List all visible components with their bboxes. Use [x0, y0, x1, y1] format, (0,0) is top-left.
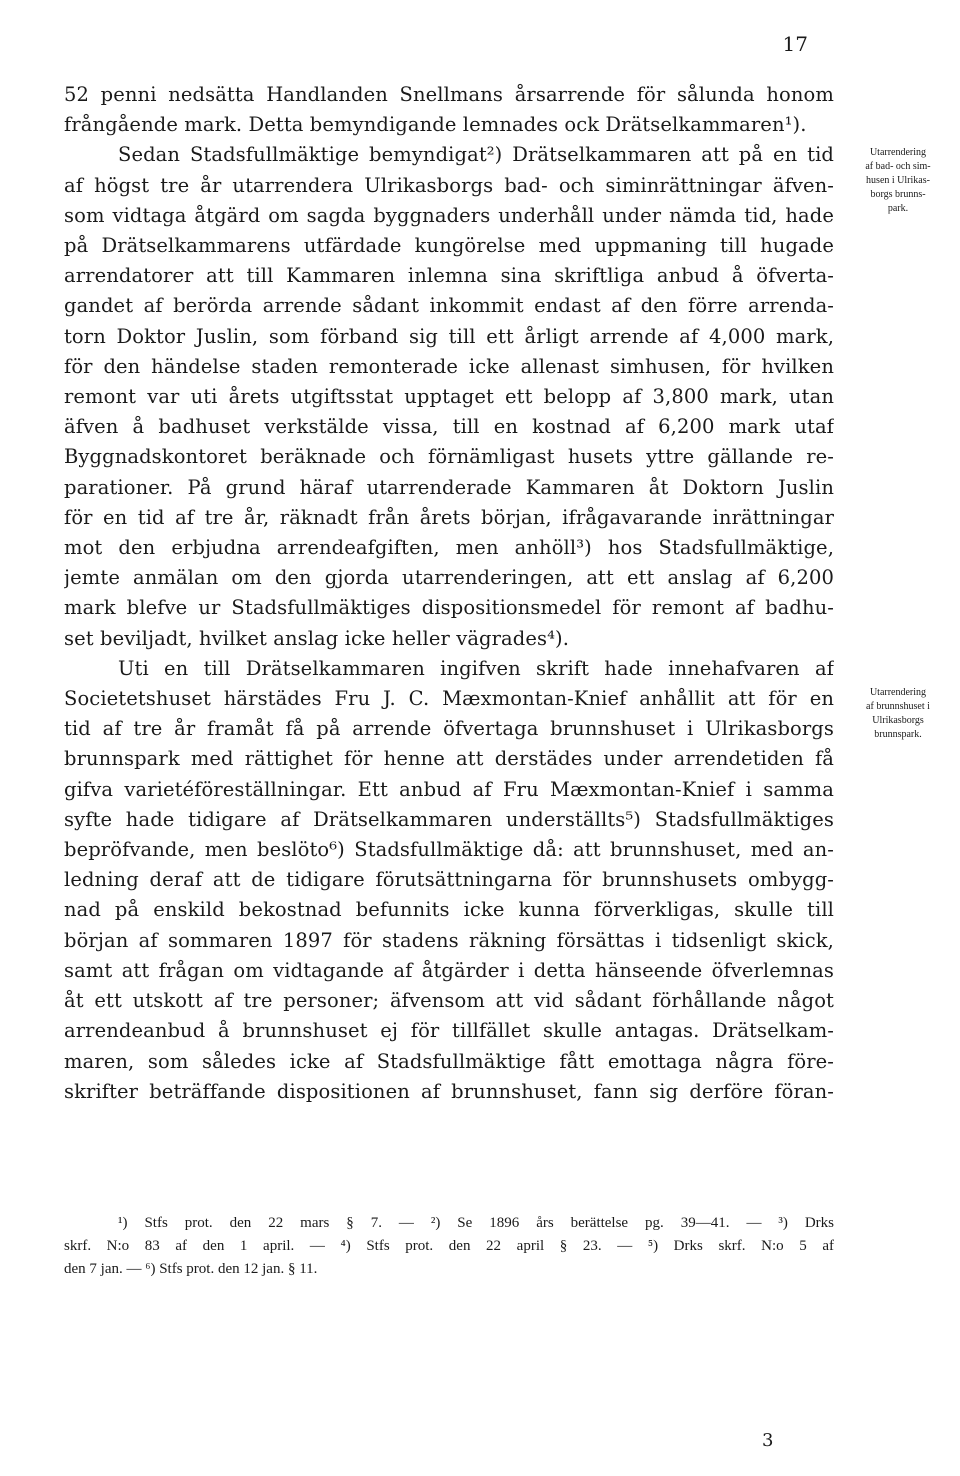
- body-line: början af sommaren 1897 för stadens räkning försättas i tidsenligt skick,: [64, 928, 834, 952]
- body-line: Sedan Stadsfullmäktige bemyndigat²) Drätselkammaren att på en tid: [118, 143, 834, 167]
- body-line: tid af tre år framåt få på arrende öfvertaga brunnshuset i Ulrikasborgs: [64, 717, 834, 741]
- body-line: gifva varietéföreställningar. Ett anbud af Fru Mæxmontan-Knief i samma: [64, 777, 834, 801]
- body-line: nad på enskild bekostnad befunnits icke kunna förverkligas, skulle till: [64, 898, 834, 922]
- body-line: jemte anmälan om den gjorda utarrenderingen, att ett anslag af 6,200: [64, 566, 834, 590]
- margin-note-well-house-lease: [842, 686, 954, 742]
- body-line: åt ett utskott af tre personer; äfvensom att vid sådant förhållande något: [64, 989, 834, 1013]
- body-line: af högst tre år utarrendera Ulrikasborgs bad- och siminrättningar äfven-: [64, 173, 834, 197]
- body-line: för den händelse staden remonterade icke allenast simhusen, för hvilken: [64, 354, 834, 378]
- body-line: samt att frågan om vidtagande af åtgärder i detta hänseende öfverlemnas: [64, 958, 834, 982]
- body-line: syfte hade tidigare af Drätselkammaren underställts⁵) Stadsfullmäktiges: [64, 807, 834, 831]
- body-line: set beviljadt, hvilket anslag icke heller vägrades⁴).: [64, 626, 570, 650]
- body-line: remont var uti årets utgiftsstat upptaget ett belopp af 3,800 mark, utan: [64, 385, 834, 409]
- body-line: gandet af berörda arrende sådant inkommit endast af den förre arrenda-: [64, 294, 834, 318]
- margin-note-line: Utarrendering: [869, 687, 927, 698]
- margin-note-line: Ulrikasborgs: [872, 715, 924, 726]
- body-line: brunnspark med rättighet för henne att derstädes under arrendetiden få: [64, 747, 834, 771]
- body-line: Byggnadskontoret beräknade och förnämligast husets yttre gällande re-: [64, 445, 834, 469]
- body-line: mot den erbjudna arrendeafgiften, men anhöll³) hos Stadsfullmäktige,: [64, 536, 834, 560]
- margin-note-line: af bad- och sim-: [865, 161, 931, 172]
- footnote-line: skrf. N:o 83 af den 1 april. — ⁴) Stfs prot. den 22 april § 23. — ⁵) Drks skrf. N:o 5 af: [64, 1238, 834, 1254]
- body-line: bepröfvande, men beslöto⁶) Stadsfullmäktige då: att brunnshuset, med an-: [64, 838, 834, 862]
- body-text: [64, 80, 834, 1107]
- margin-note-line: borgs brunns-: [870, 189, 926, 200]
- footnote-line: ¹) Stfs prot. den 22 mars § 7. — ²) Se 1896 års berättelse pg. 39—41. — ³) Drks: [118, 1215, 834, 1231]
- margin-note-bath-lease: [842, 146, 954, 216]
- body-line: arrendatorer att till Kammaren inlemna sina skriftliga anbud å öfverta-: [64, 264, 834, 288]
- body-line: äfven å badhuset verkstälde vissa, till en kostnad af 6,200 mark utaf: [64, 415, 834, 439]
- body-line: parationer. På grund häraf utarrenderade Kammaren åt Doktorn Juslin: [64, 475, 834, 499]
- margin-note-line: park.: [887, 203, 909, 214]
- margin-note-line: husen i Ulrikas-: [866, 175, 930, 186]
- body-line: maren, som således icke af Stadsfullmäktige fått emottaga några före-: [64, 1049, 834, 1073]
- body-line: som vidtaga åtgärd om sagda byggnaders underhåll under nämda tid, hade: [64, 203, 834, 227]
- page-number: 17: [782, 32, 808, 56]
- body-line: skrifter beträffande dispositionen af brunnshuset, fann sig derföre föran-: [64, 1079, 834, 1103]
- body-line: ledning deraf att de tidigare förutsättningarna för brunnshusets ombygg-: [64, 868, 834, 892]
- body-line: mark blefve ur Stadsfullmäktiges dispositionsmedel för remont af badhu-: [64, 596, 834, 620]
- body-line: arrendeanbud å brunnshuset ej för tillfället skulle antagas. Drätselkam-: [64, 1019, 834, 1043]
- body-line: på Drätselkammarens utfärdade kungörelse med uppmaning till hugade: [64, 234, 834, 258]
- body-line: 52 penni nedsätta Handlanden Snellmans årsarrende för sålunda honom: [64, 83, 834, 106]
- margin-note-line: Utarrendering: [869, 147, 927, 158]
- footnotes: [64, 1212, 834, 1281]
- margin-note-line: af brunnshuset i: [866, 701, 930, 712]
- margin-note-line: brunnspark.: [874, 729, 922, 740]
- body-line: Uti en till Drätselkammaren ingifven skrift hade innehafvaren af: [118, 656, 834, 680]
- footnote-line: den 7 jan. — ⁶) Stfs prot. den 12 jan. § 11.: [64, 1261, 318, 1277]
- signature-mark: 3: [762, 1430, 774, 1451]
- body-line: för en tid af tre år, räknadt från årets början, ifrågavarande inrättningar: [64, 505, 834, 529]
- body-line: frångående mark. Detta bemyndigande lemnades ock Drätselkammaren¹).: [64, 113, 807, 137]
- body-line: torn Doktor Juslin, som förband sig till ett årligt arrende af 4,000 mark,: [64, 324, 834, 348]
- body-line: Societetshuset härstädes Fru J. C. Mæxmontan-Knief anhållit att för en: [64, 687, 834, 711]
